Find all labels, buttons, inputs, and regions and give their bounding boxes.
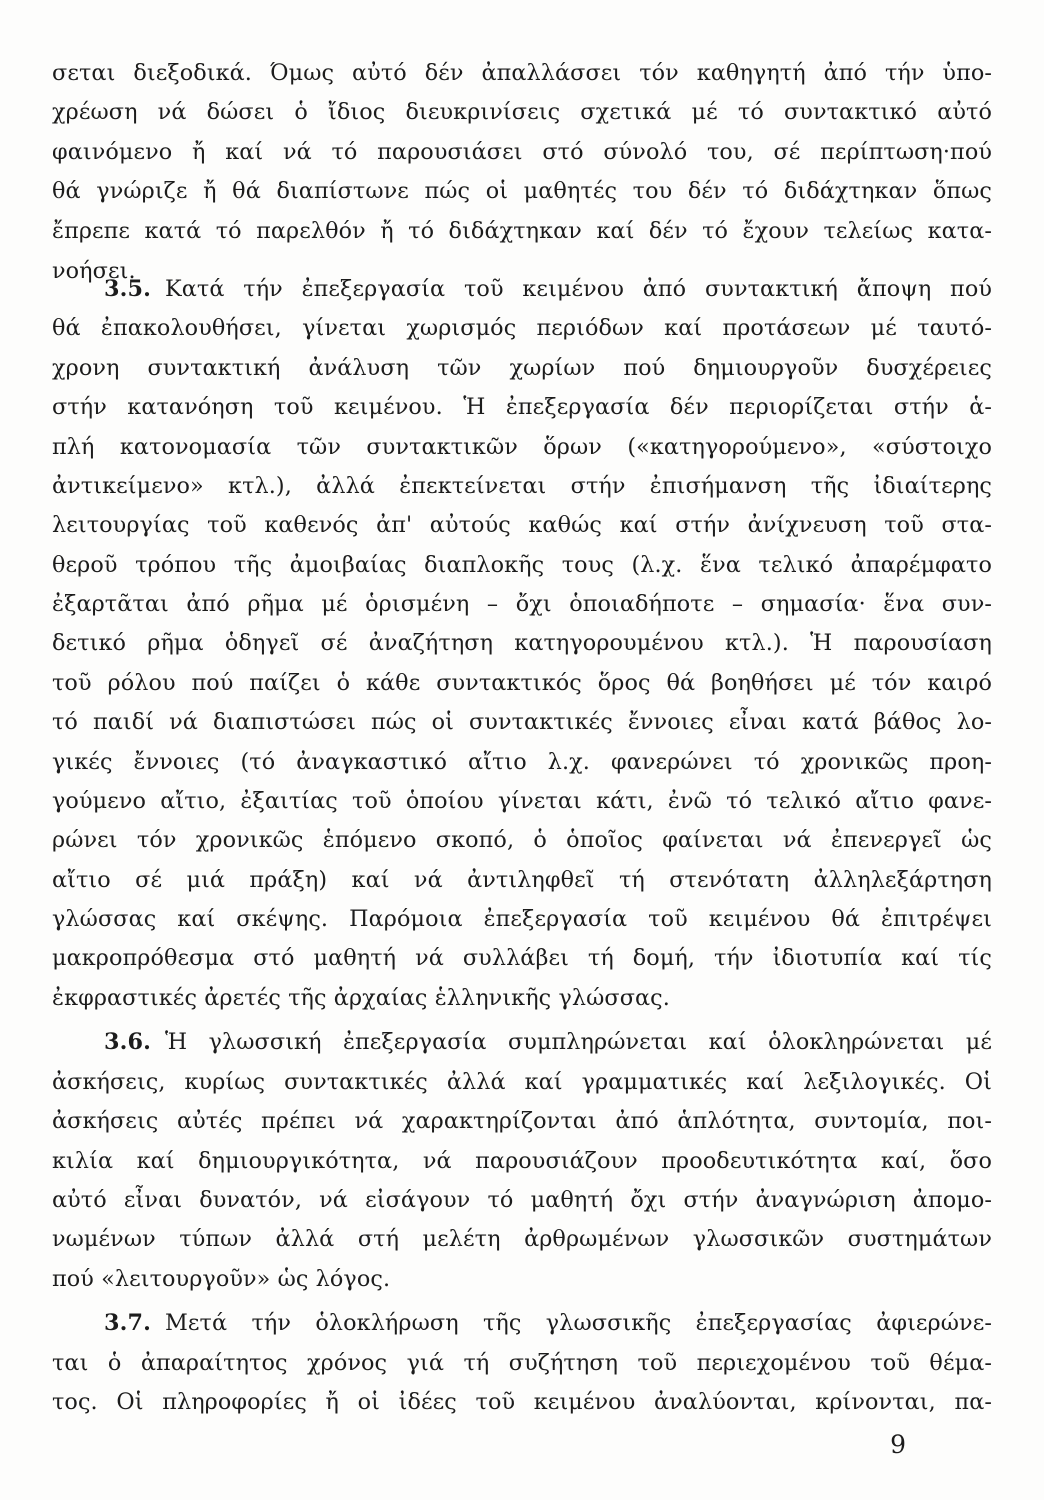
text-line: γλώσσας καί σκέψης. Παρόμοια ἐπεξεργασία τοῦ κειμένου θά ἐπιτρέψει (52, 906, 992, 932)
text-line: φαινόμενο ἤ καί νά τό παρουσιάσει στό σύνολό του, σέ περίπτωση·πού (52, 139, 992, 165)
text-line: κιλία καί δημιουργικότητα, νά παρουσιάζουν προοδευτικότητα καί, ὅσο (52, 1148, 992, 1174)
text-line: νωμένων τύπων ἀλλά στή μελέτη ἀρθρωμένων γλωσσικῶν συστημάτων (52, 1226, 992, 1252)
section-number: 3.7. (104, 1310, 151, 1336)
text-line: τό παιδί νά διαπιστώσει πώς οἱ συντακτικές ἔννοιες εἶναι κατά βάθος λο- (52, 709, 992, 735)
text-line: ἀσκήσεις αὐτές πρέπει νά χαρακτηρίζονται ἀπό ἁπλότητα, συντομία, ποι- (52, 1108, 992, 1134)
text-line (104, 1306, 992, 1341)
text-line: θά ἐπακολουθήσει, γίνεται χωρισμός περιόδων καί προτάσεων μέ ταυτό- (52, 315, 992, 341)
text-line: πλή κατονομασία τῶν συντακτικῶν ὅρων («κατηγορούμενο», «σύστοιχο (52, 434, 992, 460)
text-line: σεται διεξοδικά. Όμως αὐτό δέν ἀπαλλάσσει τόν καθηγητή ἀπό τήν ὑπο- (52, 60, 992, 86)
section-number: 3.5. (104, 276, 151, 302)
text-line: μακροπρόθεσμα στό μαθητή νά συλλάβει τή δομή, τήν ἰδιοτυπία καί τίς (52, 945, 992, 971)
text-line: αὐτό εἶναι δυνατόν, νά εἰσάγουν τό μαθητή ὄχι στήν ἀναγνώριση ἀπομο- (52, 1187, 992, 1213)
section-first-line: Μετά τήν ὁλοκλήρωση τῆς γλωσσικῆς ἐπεξεργασίας ἀφιερώνε- (164, 1310, 992, 1336)
text-line: τος. Οἱ πληροφορίες ἤ οἱ ἰδέες τοῦ κειμένου ἀναλύονται, κρίνονται, πα- (52, 1389, 992, 1415)
text-line (104, 1025, 992, 1060)
text-line: ἀσκήσεις, κυρίως συντακτικές ἀλλά καί γραμματικές καί λεξιλογικές. Οἱ (52, 1069, 992, 1095)
text-line: πού «λειτουργοῦν» ὡς λόγος. (52, 1266, 391, 1292)
text-line: δετικό ρῆμα ὁδηγεῖ σέ ἀναζήτηση κατηγορουμένου κτλ.). Ἡ παρουσίαση (52, 630, 992, 656)
text-line: ἐξαρτᾶται ἀπό ρῆμα μέ ὁρισμένη – ὄχι ὁποιαδήποτε – σημασία· ἕνα συν- (52, 591, 992, 617)
text-line: γικές ἔννοιες (τό ἀναγκαστικό αἴτιο λ.χ. φανερώνει τό χρονικῶς προη- (52, 749, 992, 775)
section-first-line: Κατά τήν ἐπεξεργασία τοῦ κειμένου ἀπό συντακτική ἄποψη πού (164, 276, 992, 302)
text-line: ἔπρεπε κατά τό παρελθόν ἤ τό διδάχτηκαν καί δέν τό ἔχουν τελείως κατα- (52, 218, 992, 244)
page-number: 9 (890, 1430, 906, 1459)
text-line: χρονη συντακτική ἀνάλυση τῶν χωρίων πού δημιουργοῦν δυσχέρειες (52, 355, 992, 381)
text-line: αἴτιο σέ μιά πράξη) καί νά ἀντιληφθεῖ τή στενότατη ἀλληλεξάρτηση (52, 867, 992, 893)
text-line: χρέωση νά δώσει ὁ ἴδιος διευκρινίσεις σχετικά μέ τό συντακτικό αὐτό (52, 99, 992, 125)
text-line: ρώνει τόν χρονικῶς ἑπόμενο σκοπό, ὁ ὁποῖος φαίνεται νά ἐπενεργεῖ ὡς (52, 827, 992, 853)
text-line: ἀντικείμενο» κτλ.), ἀλλά ἐπεκτείνεται στήν ἐπισήμανση τῆς ἰδιαίτερης (52, 473, 992, 499)
text-line: γούμενο αἴτιο, ἐξαιτίας τοῦ ὁποίου γίνεται κάτι, ἐνῶ τό τελικό αἴτιο φανε- (52, 788, 992, 814)
text-line: θά γνώριζε ἤ θά διαπίστωνε πώς οἱ μαθητές του δέν τό διδάχτηκαν ὅπως (52, 178, 992, 204)
text-line: νοήσει. (52, 258, 136, 284)
text-line: ἐκφραστικές ἀρετές τῆς ἀρχαίας ἑλληνικῆς γλώσσας. (52, 985, 670, 1011)
text-line: τοῦ ρόλου πού παίζει ὁ κάθε συντακτικός ὅρος θά βοηθήσει μέ τόν καιρό (52, 670, 992, 696)
text-line: ται ὁ ἀπαραίτητος χρόνος γιά τή συζήτηση τοῦ περιεχομένου τοῦ θέμα- (52, 1350, 992, 1376)
text-line: λειτουργίας τοῦ καθενός ἀπ' αὐτούς καθώς καί στήν ἀνίχνευση τοῦ στα- (52, 512, 992, 538)
section-number: 3.6. (104, 1029, 151, 1055)
text-line: θεροῦ τρόπου τῆς ἀμοιβαίας διαπλοκῆς τους (λ.χ. ἕνα τελικό ἀπαρέμφατο (52, 552, 992, 578)
text-line: στήν κατανόηση τοῦ κειμένου. Ἡ ἐπεξεργασία δέν περιορίζεται στήν ἁ- (52, 394, 992, 420)
text-line (104, 272, 992, 307)
section-first-line: Ἡ γλωσσική ἐπεξεργασία συμπληρώνεται καί ὁλοκληρώνεται μέ (164, 1029, 992, 1055)
